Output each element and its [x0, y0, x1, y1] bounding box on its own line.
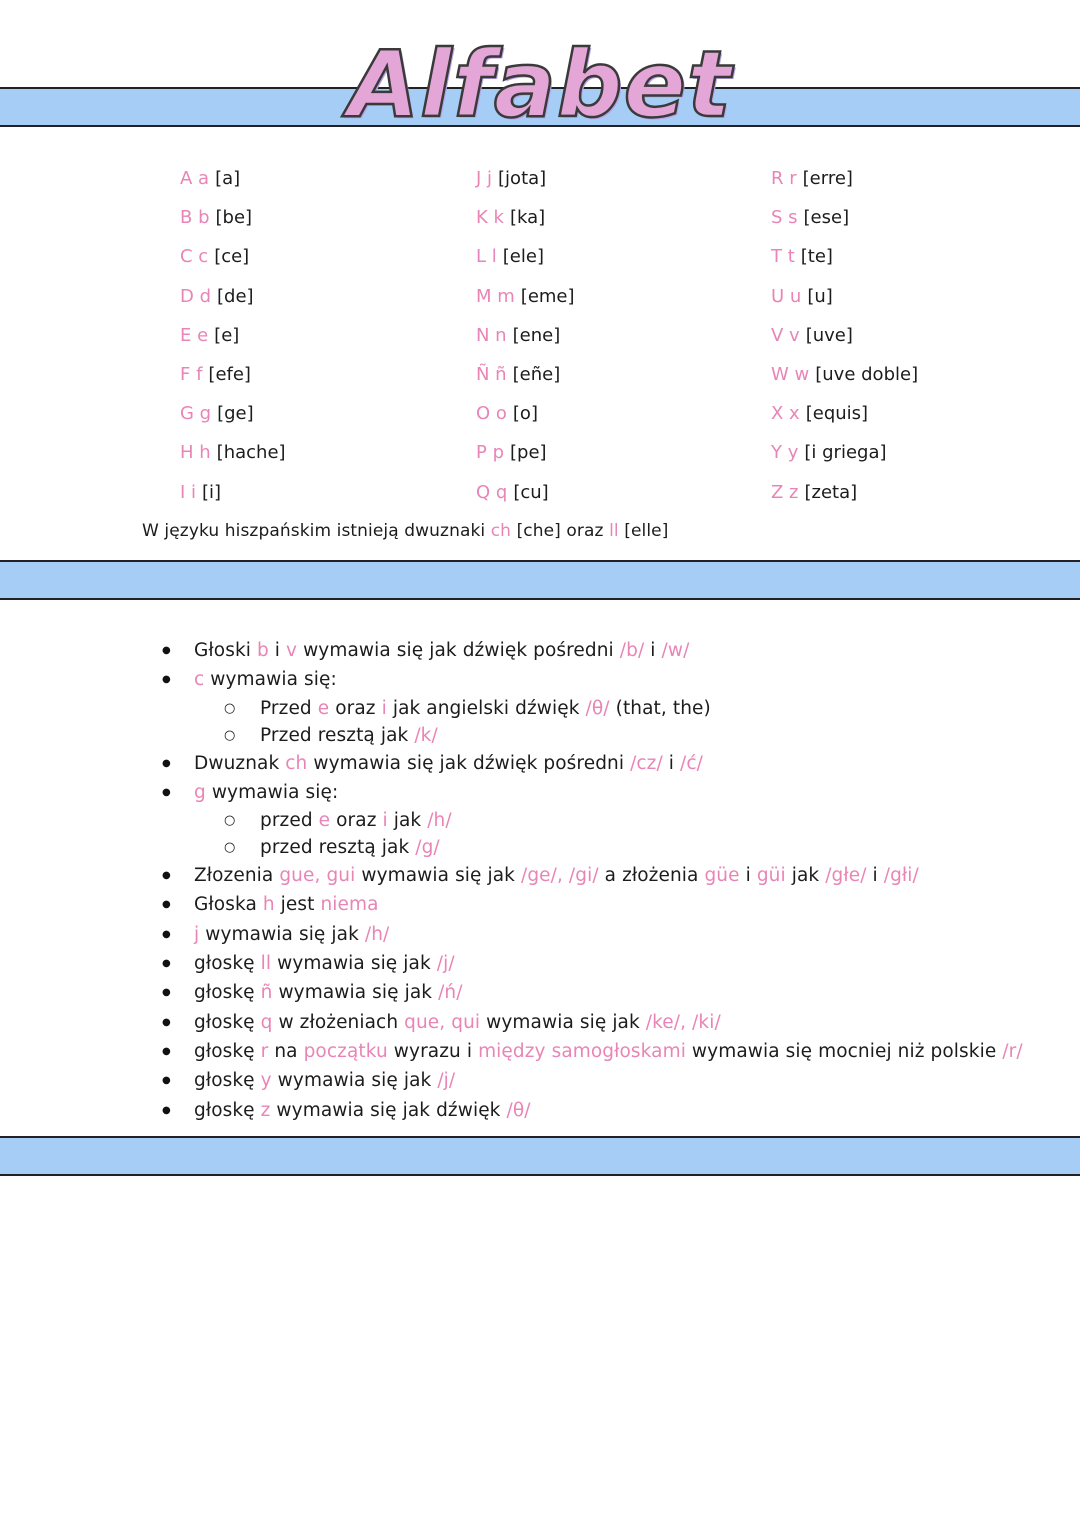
letter-pair: Q q — [476, 481, 508, 503]
pronunciation-rules — [160, 636, 1060, 1125]
rule-text: głoskę — [194, 1070, 261, 1092]
highlight-text: j — [194, 923, 200, 945]
highlight-text: z — [260, 1099, 271, 1121]
highlight-text: /h/ — [427, 810, 452, 832]
rule-text: jak angielski dźwięk — [386, 697, 586, 719]
alphabet-entry — [771, 482, 918, 521]
highlight-text: ñ — [260, 982, 273, 1004]
highlight-text: początku — [303, 1040, 388, 1062]
rule-text: głoskę — [194, 953, 261, 975]
digraph-ch: ch — [490, 521, 512, 541]
alphabet-entry — [771, 325, 918, 364]
letter-name: [ele] — [502, 246, 544, 268]
rule-text: głoskę — [194, 1011, 261, 1033]
letter-name: [a] — [215, 168, 241, 189]
rule-text: wymawia się mocniej niż polskie — [685, 1040, 1003, 1062]
rule-text: i — [268, 640, 287, 661]
letter-pair: V v — [771, 324, 800, 346]
rule-text: na — [268, 1040, 304, 1062]
highlight-text: /ń/ — [438, 982, 463, 1004]
letter-pair: O o — [476, 403, 507, 425]
highlight-text: g — [194, 781, 206, 803]
letter-pair: E e — [180, 324, 209, 346]
alphabet-entry — [476, 286, 575, 325]
highlight-text: c — [194, 669, 205, 691]
rule-text: wymawia się jak dźwięk pośredni — [307, 752, 631, 774]
rule-text: jak — [387, 810, 428, 832]
rule-text: wymawia się jak dźwięk pośredni — [297, 640, 620, 661]
highlight-text: /g/ — [415, 837, 440, 859]
alphabet-entry — [476, 482, 575, 521]
highlight-text: /cz/ — [630, 752, 663, 774]
alphabet-entry — [180, 246, 286, 285]
letter-pair: U u — [771, 285, 802, 307]
digraphs-note — [142, 521, 668, 541]
alphabet-entry — [476, 442, 575, 481]
letter-pair: X x — [771, 403, 800, 425]
rule-text: wyrazu i — [387, 1040, 479, 1062]
rule-text: i — [644, 640, 662, 661]
letter-name: [ese] — [803, 207, 850, 229]
letter-name: [pe] — [510, 442, 547, 464]
highlight-text: /głi/ — [883, 865, 919, 887]
highlight-text: que, qui — [404, 1011, 481, 1033]
rule-text: przed — [260, 810, 319, 832]
rule-text: jest — [274, 894, 321, 916]
highlight-text: güe — [704, 865, 740, 887]
highlight-text: między samogłoskami — [478, 1040, 686, 1062]
rule-text: wymawia się jak — [271, 1070, 438, 1092]
alphabet-entry — [180, 325, 286, 364]
letter-pair: G g — [180, 403, 212, 425]
letter-pair: J j — [476, 168, 493, 189]
letter-name: [zeta] — [804, 481, 858, 503]
rule-item — [160, 920, 1060, 949]
letter-pair: W w — [771, 363, 810, 385]
rule-text: Przed resztą jak — [260, 724, 415, 746]
rule-text: a złożenia — [598, 865, 705, 887]
alphabet-entry — [771, 442, 918, 481]
highlight-text: /ge/, /gi/ — [520, 865, 599, 887]
alphabet-entry — [771, 168, 918, 207]
sub-rule-list — [194, 695, 1060, 749]
highlight-text: r — [260, 1040, 269, 1062]
rule-text: Głoski — [194, 640, 257, 661]
alphabet-entry — [180, 482, 286, 521]
rule-text: wymawia się jak — [199, 923, 365, 945]
alphabet-entry — [476, 403, 575, 442]
letter-pair: C c — [180, 246, 209, 268]
letter-name: [e] — [214, 324, 240, 346]
highlight-text: e — [317, 697, 330, 719]
rule-item — [160, 749, 1060, 778]
letter-pair: B b — [180, 207, 210, 229]
letter-name: [o] — [512, 403, 538, 425]
rule-text: wymawia się jak dźwięk — [270, 1099, 507, 1121]
highlight-text: /j/ — [437, 1070, 456, 1092]
rule-item — [160, 949, 1060, 978]
highlight-text: /θ/ — [506, 1099, 531, 1121]
letter-name: [ce] — [214, 246, 250, 268]
highlight-text: /głe/ — [825, 865, 867, 887]
letter-pair: S s — [771, 207, 798, 229]
rule-text: wymawia się: — [204, 669, 337, 691]
alphabet-entry — [180, 442, 286, 481]
middle-band — [0, 560, 1080, 600]
alphabet-entry — [180, 168, 286, 207]
rule-text: wymawia się jak — [271, 953, 437, 975]
letter-name: [jota] — [498, 168, 547, 189]
alphabet-entry — [180, 364, 286, 403]
alphabet-entry — [771, 364, 918, 403]
letter-pair: R r — [771, 168, 797, 189]
letter-pair: M m — [476, 285, 515, 307]
highlight-text: y — [260, 1070, 272, 1092]
highlight-text: q — [260, 1011, 273, 1033]
rule-item — [160, 636, 1060, 665]
rule-text: wymawia się jak — [480, 1011, 646, 1033]
highlight-text: /θ/ — [585, 697, 610, 719]
alphabet-entry — [771, 403, 918, 442]
highlight-text: i — [382, 810, 388, 832]
letter-pair: F f — [180, 363, 203, 385]
letter-pair: N n — [476, 324, 507, 346]
letter-pair: K k — [476, 207, 504, 229]
rule-item — [160, 861, 1060, 890]
letter-pair: Z z — [771, 481, 799, 503]
rule-text: i — [866, 865, 884, 887]
letter-pair: D d — [180, 285, 212, 307]
highlight-text: h — [262, 894, 275, 916]
sub-rule-item — [194, 695, 1060, 722]
highlight-text: /r/ — [1002, 1040, 1023, 1062]
rule-text: i — [739, 865, 757, 887]
alphabet-entry — [771, 246, 918, 285]
alphabet-entry — [180, 403, 286, 442]
letter-pair: I i — [180, 481, 197, 503]
highlight-text: /h/ — [364, 923, 390, 945]
letter-pair: T t — [771, 246, 795, 268]
letter-pair: A a — [180, 168, 210, 189]
rule-text: Przed — [260, 697, 318, 719]
rule-text: Głoska — [194, 894, 263, 916]
alphabet-column-3 — [771, 168, 918, 521]
letter-name: [erre] — [802, 168, 853, 189]
highlight-text: v — [286, 640, 298, 661]
letter-pair: P p — [476, 442, 505, 464]
rule-item — [160, 665, 1060, 748]
letter-pair: Y y — [771, 442, 799, 464]
letter-pair: H h — [180, 442, 211, 464]
highlight-text: güi — [756, 865, 786, 887]
highlight-text: /j/ — [436, 953, 455, 975]
letter-pair: Ñ ñ — [476, 363, 507, 385]
rule-item — [160, 1037, 1060, 1066]
rule-text: przed resztą jak — [260, 837, 416, 859]
sub-rule-item — [194, 722, 1060, 749]
rule-text: oraz — [329, 697, 382, 719]
rule-text: Dwuznak — [194, 752, 286, 774]
sub-rule-list — [194, 807, 1060, 861]
highlight-text: /ke/, /ki/ — [645, 1011, 721, 1033]
alphabet-entry — [771, 286, 918, 325]
rule-item — [160, 778, 1060, 861]
rule-item — [160, 1096, 1060, 1125]
alphabet-column-2 — [476, 168, 575, 521]
letter-name: [efe] — [208, 363, 251, 385]
page-title: Alfabet — [347, 31, 733, 138]
letter-name: [u] — [807, 285, 833, 307]
rule-item — [160, 978, 1060, 1007]
highlight-text: niema — [320, 894, 379, 916]
alphabet-entry — [180, 286, 286, 325]
rule-text: jak — [785, 865, 826, 887]
rule-text: wymawia się jak — [355, 865, 521, 887]
rule-item — [160, 1008, 1060, 1037]
highlight-text: /w/ — [661, 640, 690, 661]
sub-rule-item — [194, 807, 1060, 834]
letter-name: [hache] — [216, 442, 286, 464]
letter-name: [i] — [202, 481, 222, 503]
digraphs-text-3: [elle] — [618, 521, 669, 541]
highlight-text: gue, gui — [279, 865, 356, 887]
rule-text: oraz — [330, 810, 383, 832]
alphabet-column-1 — [180, 168, 286, 521]
letter-name: [uve doble] — [815, 363, 919, 385]
rule-text: głoskę — [194, 1040, 261, 1062]
rule-text: wymawia się jak — [272, 982, 439, 1004]
letter-name: [i griega] — [804, 442, 887, 464]
rule-item — [160, 890, 1060, 919]
sub-rule-item — [194, 834, 1060, 861]
letter-name: [eme] — [520, 285, 575, 307]
rule-text: w złożeniach — [272, 1011, 405, 1033]
digraphs-text-1: W języku hiszpańskim istnieją dwuznaki — [142, 521, 491, 541]
alphabet-entry — [180, 207, 286, 246]
rule-text: Złozenia — [194, 865, 280, 887]
digraph-ll: ll — [609, 521, 619, 541]
letter-name: [be] — [215, 207, 253, 229]
letter-name: [equis] — [805, 403, 869, 425]
alphabet-entry — [476, 325, 575, 364]
rule-text: wymawia się: — [205, 781, 339, 803]
letter-name: [ene] — [512, 324, 561, 346]
alphabet-entry — [771, 207, 918, 246]
bottom-band — [0, 1136, 1080, 1176]
highlight-text: b — [256, 640, 269, 661]
highlight-text: /b/ — [619, 640, 645, 661]
rule-item — [160, 1066, 1060, 1095]
highlight-text: e — [318, 810, 331, 832]
highlight-text: i — [381, 697, 387, 719]
letter-name: [ge] — [217, 403, 254, 425]
rule-text: głoskę — [194, 1099, 261, 1121]
rule-text: i — [662, 752, 681, 774]
letter-name: [de] — [217, 285, 254, 307]
letter-name: [cu] — [513, 481, 549, 503]
letter-pair: L l — [476, 246, 497, 268]
letter-name: [eñe] — [512, 363, 561, 385]
highlight-text: /ć/ — [680, 752, 703, 774]
alphabet-entry — [476, 246, 575, 285]
letter-name: [te] — [800, 246, 833, 268]
highlight-text: /k/ — [414, 724, 438, 746]
letter-name: [uve] — [805, 324, 853, 346]
rule-text: (that, the) — [609, 697, 711, 719]
alphabet-entry — [476, 168, 575, 207]
alphabet-entry — [476, 364, 575, 403]
letter-name: [ka] — [509, 207, 546, 229]
highlight-text: ch — [285, 752, 308, 774]
alphabet-entry — [476, 207, 575, 246]
highlight-text: ll — [260, 953, 272, 975]
rule-text: głoskę — [194, 982, 261, 1004]
digraphs-text-2: [che] oraz — [511, 521, 610, 541]
